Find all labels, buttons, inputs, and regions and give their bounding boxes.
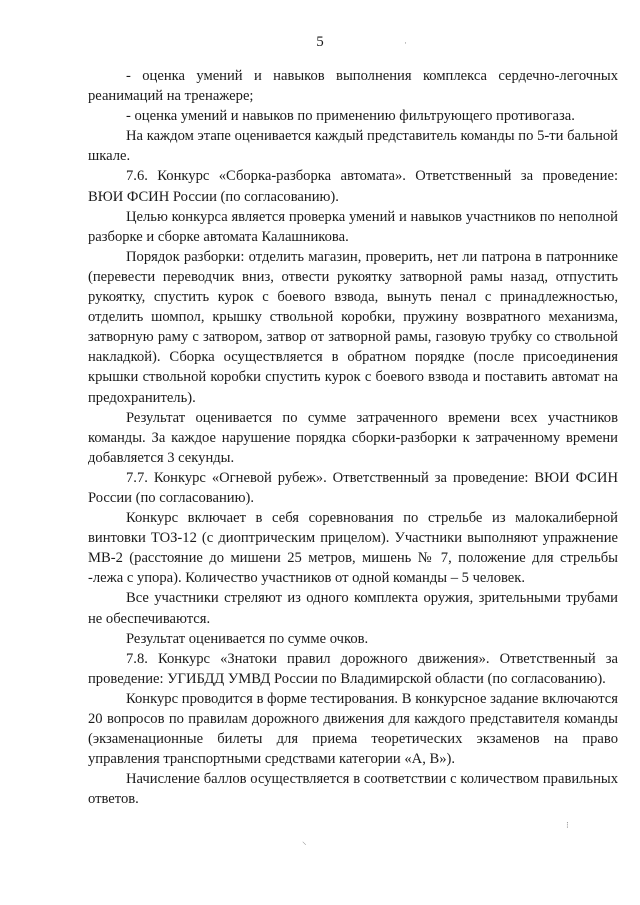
document-body (88, 66, 618, 809)
page-number: 5 (316, 34, 324, 50)
paragraph: Конкурс включает в себя соревнования по стрельбе из малокалиберной винтовки ТОЗ-12 (с диоптрическим прицелом). Участники выполняют упражнение МВ-2 (расстояние до мишени 25 метров, мишень № 7, положение для стрельбы -лежа с упора). Количество участников от одной команды – 5 человек. (88, 510, 618, 587)
paragraph: Результат оценивается по сумме затраченного времени всех участников команды. За каждое нарушение порядка сборки-разборки к затраченному времени добавляется 3 секунды. (88, 409, 618, 466)
paragraph: Целью конкурса является проверка умений и навыков участников по неполной разборке и сборке автомата Калашникова. (88, 208, 618, 245)
paragraph: Порядок разборки: отделить магазин, проверить, нет ли патрона в патроннике (перевести переводчик вниз, отвести рукоятку затворной рамы назад, отпустить рукоятку, спустить курок с боевого взвода, вынуть пенал с принадлежностью, отделить шомпол, крышку ствольной коробки, пружину возвратного механизма, затворную раму с затвором, затвор от затворной рамы, газовую трубку со ствольной накладкой). Сборка осуществляется в обратном порядке (после присоединения крышки ствольной коробки спустить курок с боевого взвода и поставить автомат на предохранитель). (88, 248, 618, 406)
section-heading-7-8: 7.8. Конкурс «Знатоки правил дорожного движения». Ответственный за проведение: УГИБДД УМВД России по Владимирской области (по согласованию). (88, 650, 618, 687)
scan-speck: ⁝ (566, 820, 569, 830)
paragraph: - оценка умений и навыков по применению фильтрующего противогаза. (126, 108, 575, 125)
paragraph: Результат оценивается по сумме очков. (126, 630, 369, 647)
scan-speck: ⸌ (302, 840, 307, 850)
paragraph: На каждом этапе оценивается каждый представитель команды по 5-ти бальной шкале. (88, 128, 618, 165)
section-heading-7-6: 7.6. Конкурс «Сборка-разборка автомата». Ответственный за проведение: ВЮИ ФСИН России (по согласованию). (88, 168, 618, 205)
section-heading-7-7: 7.7. Конкурс «Огневой рубеж». Ответственный за проведение: ВЮИ ФСИН России (по согласованию). (88, 469, 618, 506)
scan-speck: · (404, 38, 407, 48)
paragraph: Начисление баллов осуществляется в соответствии с количеством правильных ответов. (88, 771, 618, 808)
paragraph: - оценка умений и навыков выполнения комплекса сердечно-легочных реанимаций на тренажере; (88, 68, 618, 105)
paragraph: Все участники стреляют из одного комплекта оружия, зрительными трубами не обеспечиваются. (88, 590, 618, 627)
paragraph: Конкурс проводится в форме тестирования. В конкурсное задание включаются 20 вопросов по правилам дорожного движения для каждого представителя команды (экзаменационные билеты для приема теоретических экзаменов на право управления транспортными средствами категории «А, В»). (88, 690, 618, 768)
